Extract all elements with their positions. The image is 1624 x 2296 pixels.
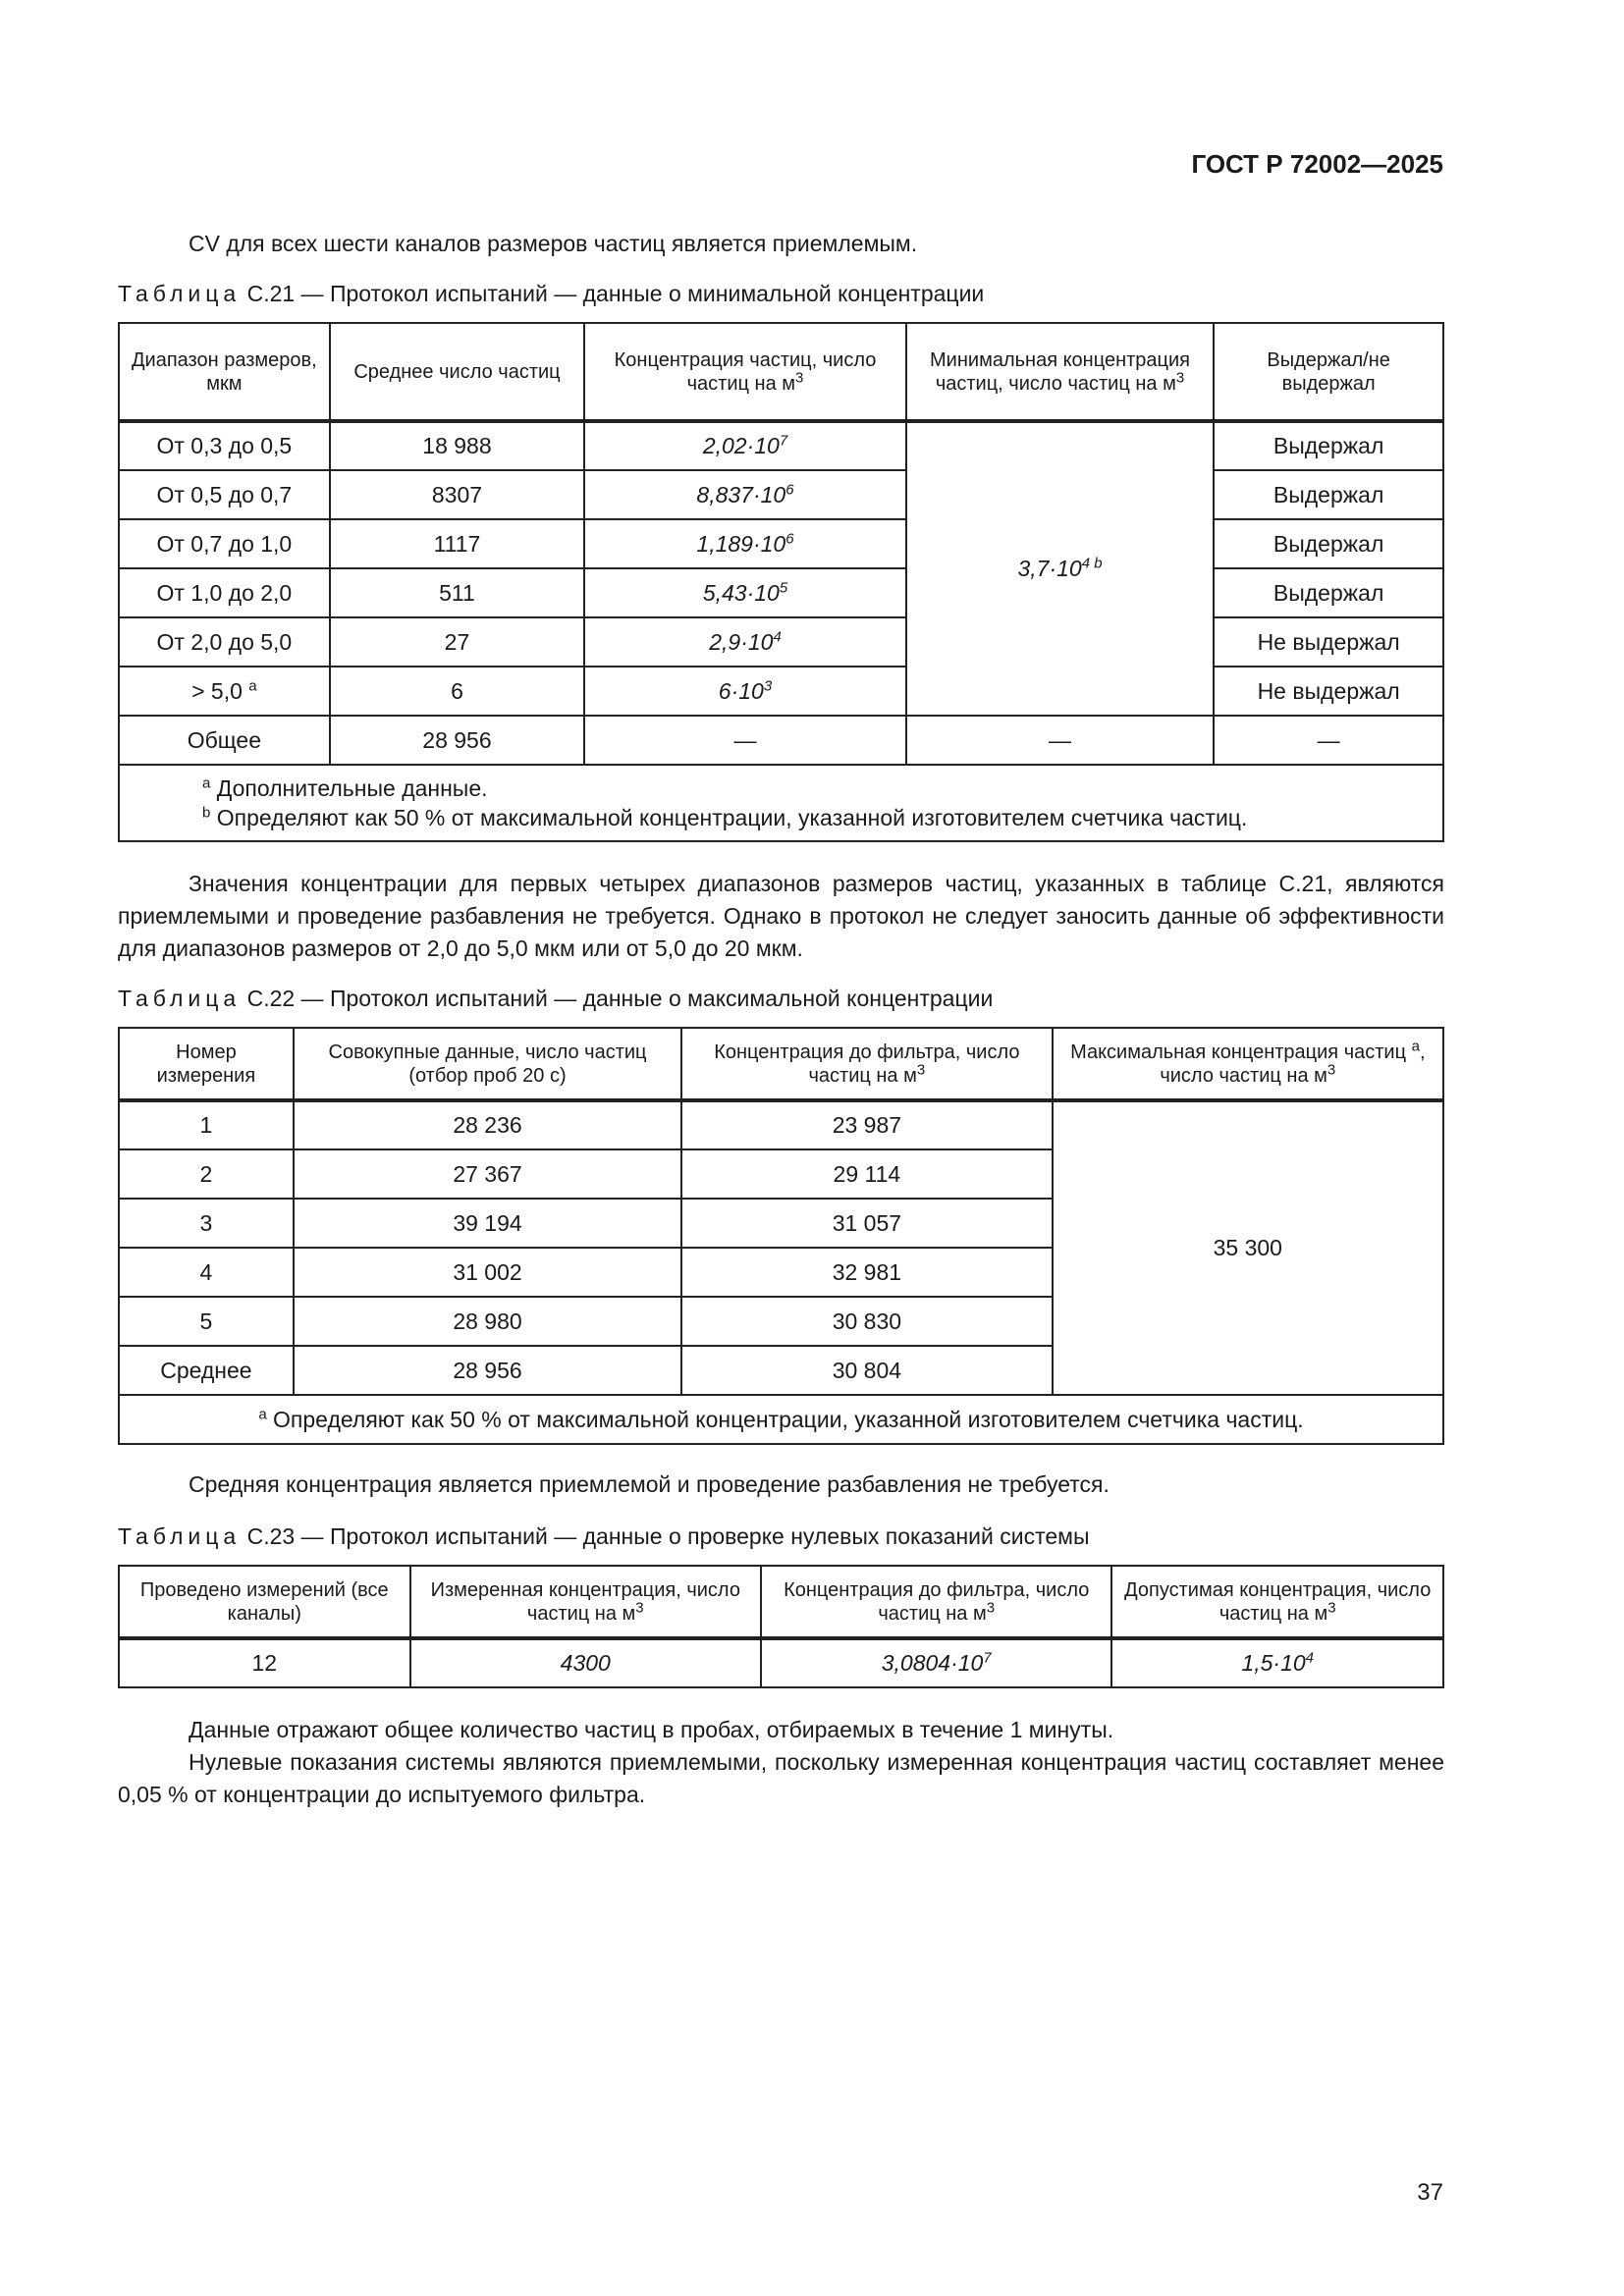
total-cell: 28 956 (294, 1346, 681, 1395)
range-cell: От 2,0 до 5,0 (119, 617, 330, 667)
conc-exponent: 7 (779, 432, 788, 450)
allowed-exponent: 4 (1305, 1649, 1314, 1667)
table23-label: Таблица (118, 1523, 242, 1549)
conc-exponent: 6 (785, 480, 794, 498)
allowed-mantissa: 1,5·10 (1241, 1650, 1306, 1676)
conc-cell (584, 617, 906, 667)
table-row (119, 1638, 1443, 1687)
result-cell: Не выдержал (1214, 617, 1443, 667)
paragraph-zero-readings: Нулевые показания системы являются приемлемыми, поскольку измеренная концентрация частиц составляет менее 0,05 % от концентрации до испытуемого фильтра. (118, 1749, 1444, 1807)
measurement-number: 2 (119, 1149, 294, 1199)
paragraph-data: Данные отражают общее количество частиц в пробах, отбираемых в течение 1 минуты. (189, 1717, 1114, 1742)
count-cell: 511 (330, 568, 585, 617)
measurement-number: 4 (119, 1248, 294, 1297)
count-cell: 12 (119, 1638, 410, 1687)
conc-mantissa: 2,9·10 (709, 628, 774, 655)
min-conc-cell (906, 421, 1215, 716)
table21-total-row (119, 716, 1443, 765)
table-row (119, 568, 1443, 617)
table22-note-row (119, 1395, 1443, 1444)
conc-mantissa: 2,02·10 (702, 433, 780, 458)
table21-notes (119, 765, 1443, 841)
table21 (118, 322, 1444, 842)
table21-notes-row (119, 765, 1443, 841)
total-cell: 39 194 (294, 1199, 681, 1248)
table22-header-conc-text: Концентрация до фильтра, число частиц на м (714, 1041, 1020, 1087)
range-cell: От 0,3 до 0,5 (119, 421, 330, 470)
table21-header-minconc (906, 323, 1215, 421)
table21-label: Таблица (118, 281, 242, 306)
count-cell: 1117 (330, 519, 585, 568)
conc-cell (584, 667, 906, 716)
conc-cell (584, 470, 906, 519)
range-cell: От 0,7 до 1,0 (119, 519, 330, 568)
table22 (118, 1027, 1444, 1445)
conc-mantissa: 6·10 (718, 677, 764, 704)
conc-cell (584, 568, 906, 617)
conc-cell: 32 981 (681, 1248, 1052, 1297)
table23-header-measured-exp: 3 (635, 1598, 644, 1616)
document-id: ГОСТ Р 72002—2025 (1191, 149, 1443, 179)
table21-title: С.21 — Протокол испытаний — данные о минимальной концентрации (246, 281, 985, 306)
table23-header-measured (410, 1566, 761, 1638)
footnote-b-text: Определяют как 50 % от максимальной концентрации, указанной изготовителем счетчика частиц. (216, 805, 1248, 830)
total-count: 28 956 (330, 716, 585, 765)
result-cell: Выдержал (1214, 519, 1443, 568)
upstream-exponent: 7 (983, 1649, 992, 1667)
table22-label: Таблица (118, 986, 242, 1011)
conc-cell (584, 421, 906, 470)
upstream-cell (761, 1638, 1111, 1687)
range-text: > 5,0 (191, 677, 243, 704)
total-cell: 28 236 (294, 1100, 681, 1149)
table-row (119, 470, 1443, 519)
table22-header-conc (681, 1028, 1052, 1100)
paragraph-average: Средняя концентрация является приемлемой и проведение разбавления не требуется. (189, 1471, 1110, 1497)
table21-header-row (119, 323, 1443, 421)
conc-cell: 29 114 (681, 1149, 1052, 1199)
table21-header-conc-text: Концентрация частиц, число частиц на м (614, 348, 877, 395)
table23-caption (118, 1523, 1090, 1550)
count-cell: 6 (330, 667, 585, 716)
table22-header-number: Номер измерения (119, 1028, 294, 1100)
range-cell (119, 667, 330, 716)
footnote-a-text: Дополнительные данные. (216, 775, 488, 801)
paragraph-concentration: Значения концентрации для первых четырех диапазонов размеров частиц, указанных в таблице С.21, являются приемлемыми и проведение разбавления не требуется. Однако в протокол не следует заносить данные об эффективности для диапазонов размеров от 2,0 до 5,0 мкм или от 5,0 до 20 мкм. (118, 871, 1444, 961)
min-conc-mantissa: 3,7·10 (1017, 556, 1082, 581)
conc-cell: 23 987 (681, 1100, 1052, 1149)
table22-header-maxconc-exp: 3 (1326, 1060, 1336, 1078)
table21-header-result: Выдержал/не выдержал (1214, 323, 1443, 421)
conc-mantissa: 5,43·10 (702, 579, 780, 606)
table23-header-count: Проведено измерений (все каналы) (119, 1566, 410, 1638)
table-row (119, 617, 1443, 667)
table-row (119, 421, 1443, 470)
table21-caption (118, 281, 984, 307)
count-cell: 18 988 (330, 421, 585, 470)
table23-header-row (119, 1566, 1443, 1638)
total-cell: 31 002 (294, 1248, 681, 1297)
conc-cell: 30 830 (681, 1297, 1052, 1346)
table23-header-upstream (761, 1566, 1111, 1638)
measurement-number: 5 (119, 1297, 294, 1346)
paragraph-cv: CV для всех шести каналов размеров частиц является приемлемым. (189, 231, 918, 256)
table22-caption (118, 986, 993, 1012)
min-conc-exponent: 4 b (1081, 555, 1103, 572)
table22-header-total: Совокупные данные, число частиц (отбор проб 20 с) (294, 1028, 681, 1100)
range-footnote-mark: a (248, 676, 257, 694)
conc-cell: 30 804 (681, 1346, 1052, 1395)
table23-header-upstream-exp: 3 (986, 1598, 996, 1616)
conc-mantissa: 8,837·10 (696, 481, 786, 507)
table23-header-allowed-exp: 3 (1327, 1598, 1336, 1616)
result-cell: Не выдержал (1214, 667, 1443, 716)
table23 (118, 1565, 1444, 1688)
table22-note-mark: a (258, 1405, 267, 1422)
conc-exponent: 5 (779, 578, 788, 596)
total-dash: — (1214, 716, 1443, 765)
footnote-a-mark: a (202, 774, 211, 792)
table23-header-allowed-text: Допустимая концентрация, число частиц на м (1124, 1578, 1432, 1625)
conc-exponent: 6 (785, 529, 794, 547)
table22-header-maxconc (1053, 1028, 1443, 1100)
table21-header-count: Среднее число частиц (330, 323, 585, 421)
total-dash: — (906, 716, 1215, 765)
table22-header-maxconc-text: Максимальная концентрация частиц (1070, 1041, 1407, 1063)
result-cell: Выдержал (1214, 568, 1443, 617)
range-cell: От 0,5 до 0,7 (119, 470, 330, 519)
table23-header-upstream-text: Концентрация до фильтра, число частиц на м (784, 1578, 1090, 1625)
table-row (119, 519, 1443, 568)
total-cell: 28 980 (294, 1297, 681, 1346)
result-cell: Выдержал (1214, 470, 1443, 519)
table21-header-conc-exp: 3 (795, 368, 804, 386)
table21-header-minconc-text: Минимальная концентрация частиц, число частиц на м (930, 348, 1190, 395)
table22-header-conc-exp: 3 (916, 1060, 926, 1078)
page-number: 37 (1417, 2179, 1443, 2206)
result-cell: Выдержал (1214, 421, 1443, 470)
table-row (119, 1100, 1443, 1149)
table23-header-allowed (1111, 1566, 1443, 1638)
allowed-cell (1111, 1638, 1443, 1687)
table21-header-range: Диапазон размеров, мкм (119, 323, 330, 421)
table22-title: С.22 — Протокол испытаний — данные о максимальной концентрации (246, 986, 994, 1011)
conc-cell: 31 057 (681, 1199, 1052, 1248)
total-label: Общее (119, 716, 330, 765)
conc-exponent: 4 (773, 627, 782, 645)
table21-header-conc (584, 323, 906, 421)
count-cell: 27 (330, 617, 585, 667)
count-cell: 8307 (330, 470, 585, 519)
table23-title: С.23 — Протокол испытаний — данные о проверке нулевых показаний системы (246, 1523, 1090, 1549)
total-cell: 27 367 (294, 1149, 681, 1199)
table23-header-measured-text: Измеренная концентрация, число частиц на м (430, 1578, 740, 1625)
footnote-b (202, 803, 1436, 832)
measurement-number: 1 (119, 1100, 294, 1149)
table21-header-minconc-exp: 3 (1175, 368, 1185, 386)
table22-note-text: Определяют как 50 % от максимальной концентрации, указанной изготовителем счетчика частиц. (273, 1406, 1304, 1432)
conc-cell (584, 519, 906, 568)
range-cell: От 1,0 до 2,0 (119, 568, 330, 617)
upstream-mantissa: 3,0804·10 (881, 1650, 984, 1676)
footnote-b-mark: b (202, 804, 211, 822)
measured-cell: 4300 (410, 1638, 761, 1687)
footnote-a (202, 774, 1436, 803)
conc-mantissa: 1,189·10 (696, 530, 786, 557)
table22-header-row (119, 1028, 1443, 1100)
table22-note (119, 1395, 1443, 1444)
table-row (119, 667, 1443, 716)
table22-header-note-mark: a (1411, 1037, 1420, 1054)
measurement-number: Среднее (119, 1346, 294, 1395)
measurement-number: 3 (119, 1199, 294, 1248)
total-dash: — (584, 716, 906, 765)
table22-header-maxconc-unit: , число частиц на м (1160, 1041, 1426, 1087)
conc-exponent: 3 (763, 676, 773, 694)
max-conc-cell: 35 300 (1053, 1100, 1443, 1395)
